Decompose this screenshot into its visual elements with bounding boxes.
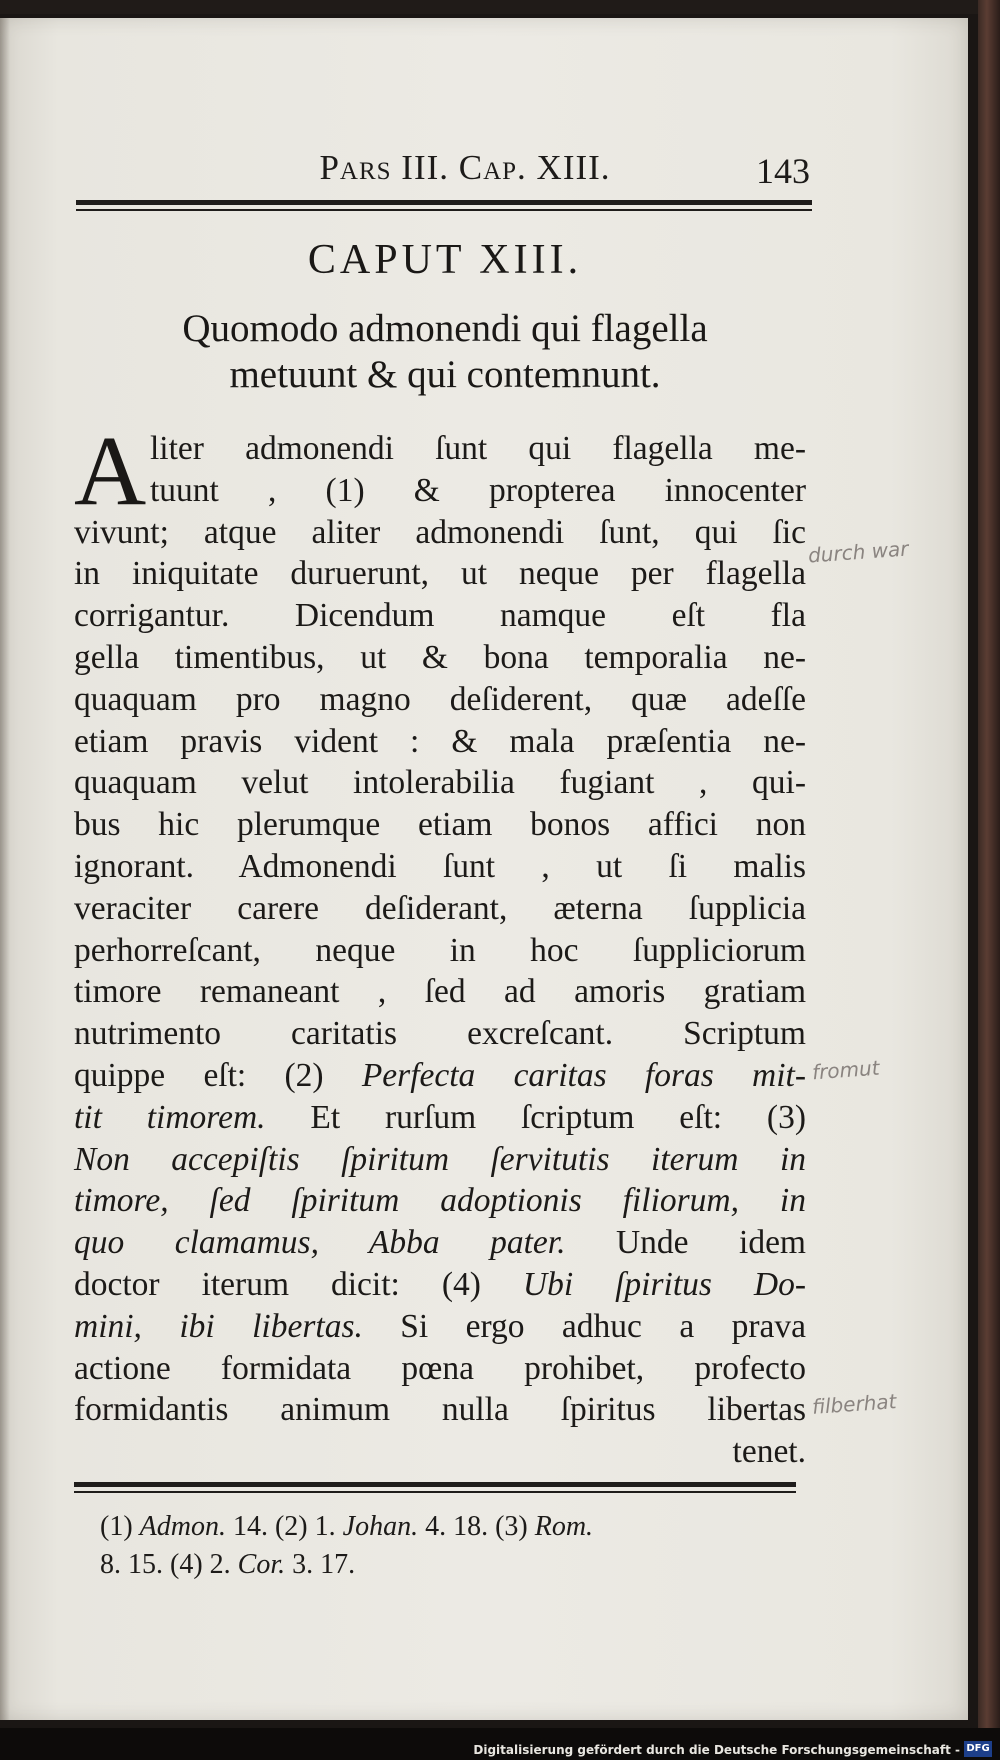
header-rule-thick — [76, 200, 812, 205]
quotation-italic: Ubi ſpiritus Do- — [522, 1265, 806, 1303]
body-line: quaquam velut intolerabilia fugiant , qui- — [74, 764, 806, 802]
margin-note-handwritten: durch war — [807, 536, 910, 568]
body-text-segment: doctor iterum dicit: (4) — [74, 1265, 523, 1303]
body-line: timore remaneant , ſed ad amoris gratiam — [74, 973, 806, 1011]
body-line: vivunt; atque aliter admonendi ſunt, qui ſic — [74, 513, 806, 551]
footnote-rule-thick — [74, 1482, 796, 1487]
quotation-italic: quo clamamus, Abba pater. — [74, 1224, 566, 1262]
body-line — [74, 1222, 806, 1264]
body-line: etiam pravis vident : & mala præſentia ne- — [74, 722, 806, 760]
body-line — [74, 1306, 806, 1348]
body-line: ignorant. Admonendi ſunt , ut ſi malis — [74, 847, 806, 885]
footnote-source: Admon. — [139, 1511, 226, 1542]
chapter-heading — [80, 306, 810, 398]
body-line: liter admonendi ſunt qui flagella me- — [150, 430, 806, 467]
body-line-italic: timore, ſed ſpiritum adoptionis filiorum, in — [74, 1182, 806, 1220]
body-text — [74, 415, 806, 1473]
footnote-text: 14. (2) 1. — [225, 1511, 343, 1542]
quotation-italic: tit timorem. — [74, 1098, 266, 1136]
body-line-last: tenet. — [732, 1433, 806, 1471]
page-number: 143 — [756, 151, 810, 191]
body-line: actione formidata pœna prohibet, profecto — [74, 1349, 806, 1387]
footnote-text: 3. 17. — [285, 1549, 356, 1580]
body-line-italic: Non accepiſtis ſpiritum ſervitutis iterum in — [74, 1140, 806, 1178]
chapter-number: CAPUT XIII. — [307, 237, 583, 283]
quotation-italic: mini, ibi libertas. — [74, 1307, 363, 1345]
running-head — [80, 148, 810, 192]
body-line: nutrimento caritatis excreſcant. Scriptum — [74, 1015, 806, 1053]
book-edge-top — [0, 0, 1000, 14]
body-line: in iniquitate duruerunt, ut neque per flagella — [74, 555, 806, 593]
body-text-segment: Si ergo adhuc a prava — [362, 1307, 806, 1345]
footnote-source: Johan. — [342, 1511, 419, 1542]
body-line — [74, 1264, 806, 1306]
body-line: perhorreſcant, neque in hoc ſuppliciorum — [74, 931, 806, 969]
chapter-heading-line-1: Quomodo admonendi qui flagella — [182, 307, 708, 350]
footnotes — [100, 1508, 800, 1584]
footnote-text: 4. 18. (3) — [418, 1511, 535, 1542]
body-line — [74, 1055, 806, 1097]
footnote-rule-thin — [74, 1491, 796, 1493]
body-line: gella timentibus, ut & bona temporalia ne- — [74, 638, 806, 676]
dfg-logo-icon: DFG — [964, 1741, 992, 1757]
footnote-source: Cor. — [237, 1549, 286, 1580]
quotation-italic: Perfecta caritas foras mit- — [361, 1056, 806, 1094]
footnote-text: 8. 15. (4) 2. — [100, 1549, 238, 1580]
footnote-line — [100, 1546, 800, 1584]
footnote-source: Rom. — [534, 1511, 594, 1542]
body-line: formidantis animum nulla ſpiritus libertas — [74, 1391, 806, 1429]
book-spine — [978, 0, 1000, 1760]
body-line: veraciter carere deſiderant, æterna ſupplicia — [74, 889, 806, 927]
margin-note-handwritten: fromut — [811, 1055, 881, 1085]
body-line: bus hic plerumque etiam bonos affici non — [74, 806, 806, 844]
drop-cap: A — [74, 415, 147, 526]
body-line — [74, 1097, 806, 1139]
footnote-text: (1) — [100, 1511, 140, 1542]
footnote-line — [100, 1508, 800, 1546]
page-gutter-shadow — [0, 18, 10, 1720]
body-line: corrigantur. Dicendum namque eſt fla — [74, 597, 806, 635]
body-line: quaquam pro magno deſiderent, quæ adeſſe — [74, 680, 806, 718]
body-text-segment: quippe eſt: (2) — [74, 1056, 362, 1094]
chapter-heading-line-2: metuunt & qui contemnunt. — [229, 353, 661, 396]
funding-credit: Digitalisierung gefördert durch die Deutsche Forschungsgemeinschaft - — [473, 1743, 960, 1757]
header-rule-thin — [76, 209, 812, 211]
body-line: tuunt , (1) & propterea innocenter — [150, 471, 806, 509]
running-head-title: Pars III. Cap. XIII. — [319, 148, 611, 187]
body-text-segment: Et rurſum ſcriptum eſt: (3) — [265, 1098, 806, 1136]
margin-note-handwritten: filberhat — [811, 1389, 898, 1419]
body-text-segment: Unde idem — [565, 1224, 806, 1262]
